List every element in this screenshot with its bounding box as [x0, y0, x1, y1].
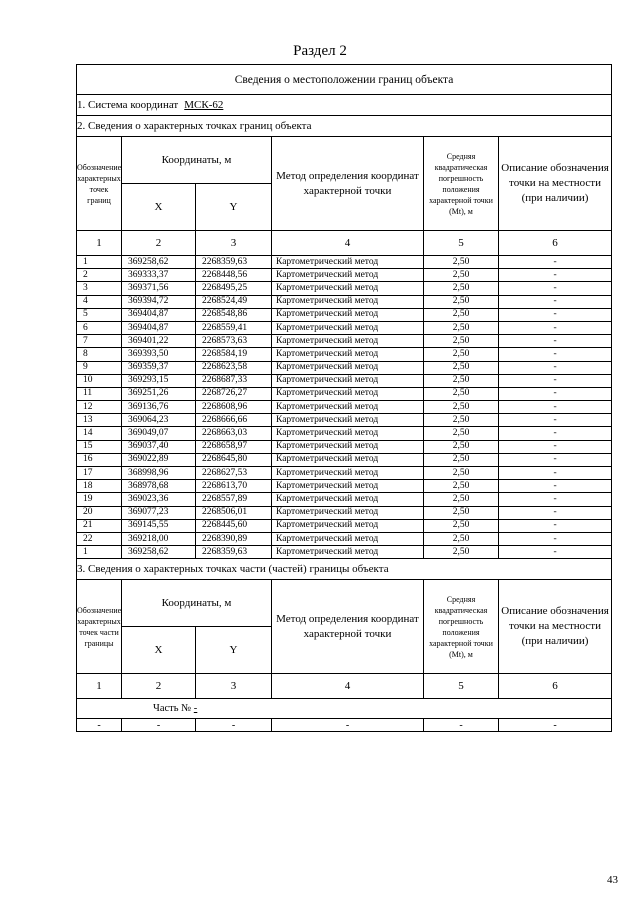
point-method: Картометрический метод — [272, 348, 424, 361]
s2-col-number: 4 — [272, 231, 424, 256]
point-y: 2268548,86 — [196, 308, 272, 321]
point-description: - — [499, 480, 612, 493]
table-row — [77, 414, 612, 427]
point-y: 2268495,25 — [196, 282, 272, 295]
point-accuracy: 2,50 — [424, 282, 499, 295]
point-y: 2268687,33 — [196, 374, 272, 387]
table-row — [77, 467, 612, 480]
point-method: Картометрический метод — [272, 440, 424, 453]
section-title: Раздел 2 — [293, 43, 347, 59]
header-coords-part: Координаты, м — [122, 580, 272, 627]
point-method: Картометрический метод — [272, 480, 424, 493]
empty-cell: - — [196, 719, 272, 732]
point-y: 2268445,60 — [196, 519, 272, 532]
section-3-title: 3. Сведения о характерных точках части (частей) границы объекта — [77, 559, 612, 580]
table-row — [77, 256, 612, 269]
point-description: - — [499, 532, 612, 545]
point-accuracy: 2,50 — [424, 480, 499, 493]
header-point-name-part: Обозначение характерных точек части границы — [77, 580, 122, 674]
point-method: Картометрический метод — [272, 519, 424, 532]
table-row — [77, 493, 612, 506]
point-y: 2268627,53 — [196, 467, 272, 480]
point-accuracy: 2,50 — [424, 401, 499, 414]
point-accuracy: 2,50 — [424, 335, 499, 348]
point-accuracy: 2,50 — [424, 519, 499, 532]
point-method: Картометрический метод — [272, 453, 424, 466]
point-accuracy: 2,50 — [424, 308, 499, 321]
point-description: - — [499, 506, 612, 519]
point-method: Картометрический метод — [272, 493, 424, 506]
point-accuracy: 2,50 — [424, 427, 499, 440]
part-label: Часть № — [153, 703, 192, 715]
page-number: 43 — [607, 874, 618, 886]
point-y: 2268726,27 — [196, 387, 272, 400]
header-x-part: X — [122, 627, 196, 674]
point-number: 7 — [77, 335, 122, 348]
s2-col-number: 3 — [196, 231, 272, 256]
point-x: 369218,00 — [122, 532, 196, 545]
point-description: - — [499, 546, 612, 559]
point-x: 369258,62 — [122, 256, 196, 269]
point-accuracy: 2,50 — [424, 506, 499, 519]
point-method: Картометрический метод — [272, 321, 424, 334]
point-method: Картометрический метод — [272, 467, 424, 480]
point-accuracy: 2,50 — [424, 493, 499, 506]
point-y: 2268613,70 — [196, 480, 272, 493]
point-accuracy: 2,50 — [424, 361, 499, 374]
point-description: - — [499, 335, 612, 348]
point-y: 2268645,80 — [196, 453, 272, 466]
point-y: 2268666,66 — [196, 414, 272, 427]
table-row — [77, 335, 612, 348]
point-x: 368998,96 — [122, 467, 196, 480]
table-row — [77, 348, 612, 361]
boundary-table — [76, 64, 612, 732]
point-accuracy: 2,50 — [424, 269, 499, 282]
point-x: 369401,22 — [122, 335, 196, 348]
point-y: 2268359,63 — [196, 256, 272, 269]
point-number: 19 — [77, 493, 122, 506]
point-number: 15 — [77, 440, 122, 453]
header-y: Y — [196, 184, 272, 231]
s3-col-number: 4 — [272, 674, 424, 699]
point-description: - — [499, 321, 612, 334]
point-accuracy: 2,50 — [424, 348, 499, 361]
point-y: 2268359,63 — [196, 546, 272, 559]
s3-col-number: 3 — [196, 674, 272, 699]
point-x: 369393,50 — [122, 348, 196, 361]
table-row — [77, 387, 612, 400]
point-number: 11 — [77, 387, 122, 400]
point-x: 369359,37 — [122, 361, 196, 374]
point-number: 10 — [77, 374, 122, 387]
point-method: Картометрический метод — [272, 414, 424, 427]
point-description: - — [499, 387, 612, 400]
point-method: Картометрический метод — [272, 282, 424, 295]
point-y: 2268623,58 — [196, 361, 272, 374]
table-row — [77, 427, 612, 440]
empty-cell: - — [272, 719, 424, 732]
table-row — [77, 308, 612, 321]
point-number: 8 — [77, 348, 122, 361]
point-method: Картометрический метод — [272, 269, 424, 282]
point-method: Картометрический метод — [272, 308, 424, 321]
point-accuracy: 2,50 — [424, 467, 499, 480]
s3-col-number: 2 — [122, 674, 196, 699]
point-description: - — [499, 308, 612, 321]
point-number: 9 — [77, 361, 122, 374]
point-description: - — [499, 348, 612, 361]
s2-col-number: 6 — [499, 231, 612, 256]
point-x: 369077,23 — [122, 506, 196, 519]
point-description: - — [499, 427, 612, 440]
header-y-part: Y — [196, 627, 272, 674]
point-x: 369333,37 — [122, 269, 196, 282]
part-number-row — [77, 699, 612, 719]
point-y: 2268608,96 — [196, 401, 272, 414]
point-number: 17 — [77, 467, 122, 480]
point-number: 12 — [77, 401, 122, 414]
point-x: 369037,40 — [122, 440, 196, 453]
header-point-name: Обозначение характерных точек границ — [77, 137, 122, 231]
point-accuracy: 2,50 — [424, 414, 499, 427]
point-x: 369258,62 — [122, 546, 196, 559]
point-number: 21 — [77, 519, 122, 532]
point-accuracy: 2,50 — [424, 453, 499, 466]
column-numbers-row — [77, 231, 612, 256]
header-method-part: Метод определения координат характерной точки — [272, 580, 424, 674]
point-description: - — [499, 519, 612, 532]
empty-cell: - — [77, 719, 122, 732]
coord-system-value: МСК-62 — [184, 99, 224, 111]
point-y: 2268584,19 — [196, 348, 272, 361]
point-x: 368978,68 — [122, 480, 196, 493]
point-description: - — [499, 414, 612, 427]
table-row — [77, 440, 612, 453]
point-accuracy: 2,50 — [424, 440, 499, 453]
point-description: - — [499, 440, 612, 453]
point-number: 4 — [77, 295, 122, 308]
point-number: 14 — [77, 427, 122, 440]
point-accuracy: 2,50 — [424, 387, 499, 400]
table-row — [77, 282, 612, 295]
table-row — [77, 532, 612, 545]
header-accuracy-part: Средняя квадратическая погрешность положения характерной точки (Mt), м — [424, 580, 499, 674]
point-x: 369404,87 — [122, 321, 196, 334]
point-y: 2268506,01 — [196, 506, 272, 519]
table-row — [77, 269, 612, 282]
point-number: 2 — [77, 269, 122, 282]
point-method: Картометрический метод — [272, 532, 424, 545]
point-number: 18 — [77, 480, 122, 493]
empty-cell: - — [499, 719, 612, 732]
point-number: 5 — [77, 308, 122, 321]
s2-col-number: 2 — [122, 231, 196, 256]
point-description: - — [499, 361, 612, 374]
point-accuracy: 2,50 — [424, 546, 499, 559]
point-y: 2268448,56 — [196, 269, 272, 282]
table-title: Сведения о местоположении границ объекта — [77, 65, 612, 95]
point-method: Картометрический метод — [272, 506, 424, 519]
point-description: - — [499, 269, 612, 282]
point-y: 2268663,03 — [196, 427, 272, 440]
point-accuracy: 2,50 — [424, 374, 499, 387]
column-numbers-row-part — [77, 674, 612, 699]
header-description-part: Описание обозначения точки на местности (при наличии) — [499, 580, 612, 674]
point-number: 20 — [77, 506, 122, 519]
point-x: 369136,76 — [122, 401, 196, 414]
point-y: 2268524,49 — [196, 295, 272, 308]
header-description: Описание обозначения точки на местности (при наличии) — [499, 137, 612, 231]
point-method: Картометрический метод — [272, 295, 424, 308]
point-y: 2268573,63 — [196, 335, 272, 348]
point-x: 369145,55 — [122, 519, 196, 532]
point-y: 2268559,41 — [196, 321, 272, 334]
point-number: 3 — [77, 282, 122, 295]
point-method: Картометрический метод — [272, 374, 424, 387]
point-number: 1 — [77, 546, 122, 559]
point-number: 1 — [77, 256, 122, 269]
point-description: - — [499, 401, 612, 414]
point-x: 369023,36 — [122, 493, 196, 506]
table-row — [77, 374, 612, 387]
s3-col-number: 6 — [499, 674, 612, 699]
table-row — [77, 519, 612, 532]
point-description: - — [499, 467, 612, 480]
point-description: - — [499, 295, 612, 308]
point-y: 2268557,89 — [196, 493, 272, 506]
point-number: 13 — [77, 414, 122, 427]
point-x: 369394,72 — [122, 295, 196, 308]
part-value: - — [193, 703, 198, 715]
point-method: Картометрический метод — [272, 361, 424, 374]
table-row — [77, 401, 612, 414]
point-x: 369404,87 — [122, 308, 196, 321]
header-method: Метод определения координат характерной точки — [272, 137, 424, 231]
table-row — [77, 453, 612, 466]
point-method: Картометрический метод — [272, 401, 424, 414]
point-number: 16 — [77, 453, 122, 466]
point-x: 369371,56 — [122, 282, 196, 295]
point-method: Картометрический метод — [272, 256, 424, 269]
point-number: 22 — [77, 532, 122, 545]
coord-system-label: 1. Система координат — [77, 99, 179, 111]
point-number: 6 — [77, 321, 122, 334]
point-description: - — [499, 453, 612, 466]
section-2-title: 2. Сведения о характерных точках границ объекта — [77, 116, 612, 137]
point-description: - — [499, 282, 612, 295]
point-accuracy: 2,50 — [424, 295, 499, 308]
coord-system-row — [77, 95, 612, 116]
point-description: - — [499, 256, 612, 269]
point-x: 369049,07 — [122, 427, 196, 440]
point-y: 2268390,89 — [196, 532, 272, 545]
s3-col-number: 5 — [424, 674, 499, 699]
point-accuracy: 2,50 — [424, 256, 499, 269]
empty-cell: - — [122, 719, 196, 732]
point-description: - — [499, 374, 612, 387]
point-x: 369251,26 — [122, 387, 196, 400]
table-row — [77, 546, 612, 559]
point-method: Картометрический метод — [272, 387, 424, 400]
point-method: Картометрический метод — [272, 335, 424, 348]
point-method: Картометрический метод — [272, 427, 424, 440]
header-accuracy: Средняя квадратическая погрешность положения характерной точки (Mt), м — [424, 137, 499, 231]
header-x: X — [122, 184, 196, 231]
table-row — [77, 295, 612, 308]
table-row — [77, 506, 612, 519]
table-row — [77, 480, 612, 493]
point-x: 369064,23 — [122, 414, 196, 427]
header-coords: Координаты, м — [122, 137, 272, 184]
point-y: 2268658,97 — [196, 440, 272, 453]
point-x: 369293,15 — [122, 374, 196, 387]
table-row — [77, 361, 612, 374]
point-method: Картометрический метод — [272, 546, 424, 559]
table-row — [77, 321, 612, 334]
empty-part-row — [77, 719, 612, 732]
empty-cell: - — [424, 719, 499, 732]
point-accuracy: 2,50 — [424, 532, 499, 545]
s3-col-number: 1 — [77, 674, 122, 699]
s2-col-number: 5 — [424, 231, 499, 256]
s2-col-number: 1 — [77, 231, 122, 256]
point-x: 369022,89 — [122, 453, 196, 466]
point-description: - — [499, 493, 612, 506]
point-accuracy: 2,50 — [424, 321, 499, 334]
